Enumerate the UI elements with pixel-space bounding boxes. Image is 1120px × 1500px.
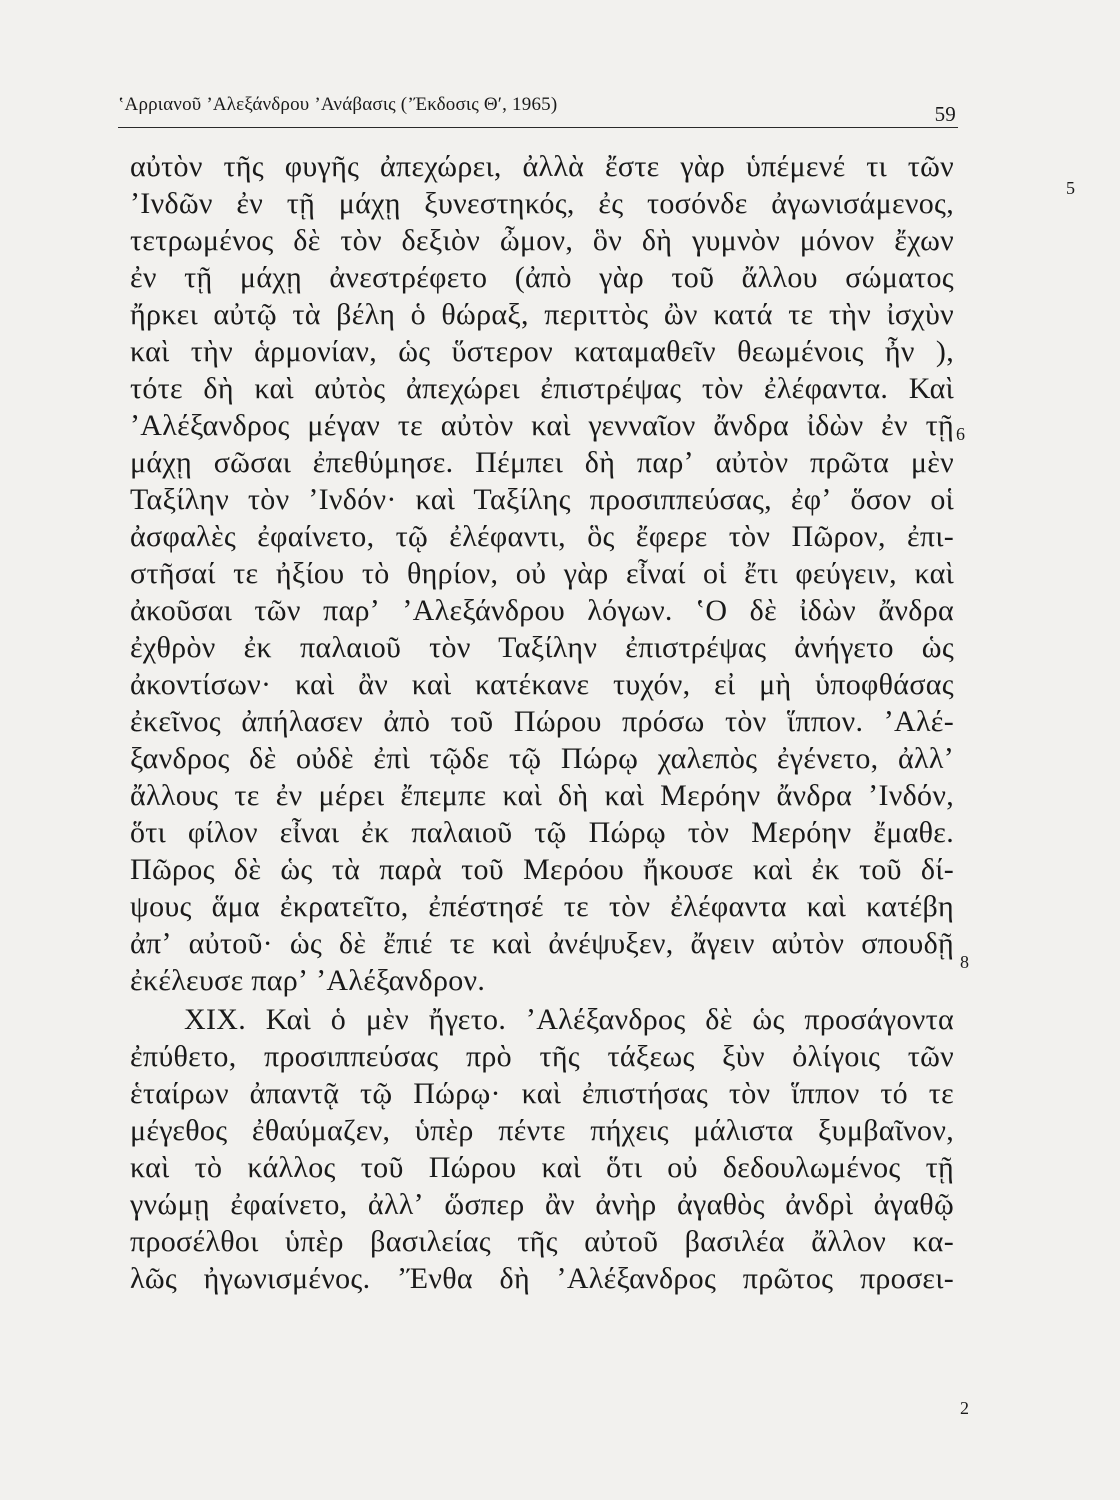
text-line: αὐτὸν τῆς φυγῆς ἀπεχώρει, ἀλλὰ ἔστε γὰρ ὑπέμενέ τι τῶν [130,150,954,183]
text-line: μέγεθος ἐθαύμαζεν, ὑπὲρ πέντε πήχεις μάλιστα ξυμβαῖνον, [130,1114,954,1147]
text-line: ἐχθρὸν ἐκ παλαιοῦ τὸν Ταξίλην ἐπιστρέψας ἀνήγετο ὡς [130,631,954,664]
margin-section-number: 8 [960,952,969,972]
text-line: ξανδρος δὲ οὐδὲ ἐπὶ τῷδε τῷ Πώρῳ χαλεπὸς ἐγένετο, ἀλλʼ [130,742,954,775]
margin-section-number: 6 [956,424,965,444]
text-line: καὶ τὴν ἁρμονίαν, ὡς ὕστερον καταμαθεῖν θεωμένοις ἦν ), [130,335,954,368]
running-title: ʽΑρριανοῦ ʼΑλεξάνδρου ʼΑνάβασις (ʼΈκδοσις Θʹ, 1965) [118,94,558,115]
text-line: ἑταίρων ἀπαντᾷ τῷ Πώρῳ· καὶ ἐπιστήσας τὸν ἵππον τό τε [130,1077,954,1110]
text-line: γνώμῃ ἐφαίνετο, ἀλλʼ ὥσπερ ἂν ἀνὴρ ἀγαθὸς ἀνδρὶ ἀγαθῷ [130,1188,954,1221]
text-line: ἐκεῖνος ἀπήλασεν ἀπὸ τοῦ Πώρου πρόσω τὸν ἵππον. ʼΑλέ- [130,705,954,738]
text-line: καὶ τὸ κάλλος τοῦ Πώρου καὶ ὅτι οὐ δεδουλωμένος τῇ [130,1151,954,1184]
text-line: ὅτι φίλον εἶναι ἐκ παλαιοῦ τῷ Πώρῳ τὸν Μερόην ἔμαθε. [130,816,954,849]
text-line: Ταξίλην τὸν ʼΙνδόν· καὶ Ταξίλης προσιππεύσας, ἐφʼ ὅσον οἱ [130,483,954,516]
margin-section-number: 2 [960,1398,969,1418]
text-line: ʼΙνδῶν ἐν τῇ μάχῃ ξυνεστηκός, ἐς τοσόνδε ἀγωνισάμενος, [130,187,954,220]
text-line: τότε δὴ καὶ αὐτὸς ἀπεχώρει ἐπιστρέψας τὸν ἐλέφαντα. Καὶ [130,372,954,405]
text-line: ἐν τῇ μάχῃ ἀνεστρέφετο (ἀπὸ γὰρ τοῦ ἄλλου σώματος [130,261,954,294]
text-line: στῆσαί τε ἠξίου τὸ θηρίον, οὐ γὰρ εἶναί οἱ ἔτι φεύγειν, καὶ [130,557,954,590]
text-line: ἄλλους τε ἐν μέρει ἔπεμπε καὶ δὴ καὶ Μερόην ἄνδρα ʼΙνδόν, [130,779,954,812]
text-line: ἀπʼ αὐτοῦ· ὡς δὲ ἔπιέ τε καὶ ἀνέψυξεν, ἄγειν αὐτὸν σπουδῇ [130,927,954,960]
text-line: ἀσφαλὲς ἐφαίνετο, τῷ ἐλέφαντι, ὃς ἔφερε τὸν Πῶρον, ἐπι- [130,520,954,553]
header-rule [118,127,958,128]
text-line: Πῶρος δὲ ὡς τὰ παρὰ τοῦ Μερόου ἤκουσε καὶ ἐκ τοῦ δί- [130,853,954,886]
text-line: λῶς ἠγωνισμένος. ʼΈνθα δὴ ʼΑλέξανδρος πρῶτος προσει- [130,1262,954,1295]
text-line: τετρωμένος δὲ τὸν δεξιὸν ὦμον, ὃν δὴ γυμνὸν μόνον ἔχων [130,224,954,257]
text-line: ἀκοῦσαι τῶν παρʼ ʼΑλεξάνδρου λόγων. ʽΟ δὲ ἰδὼν ἄνδρα [130,594,954,627]
text-line: προσέλθοι ὑπὲρ βασιλείας τῆς αὐτοῦ βασιλέα ἄλλον κα- [130,1225,954,1258]
text-line: μάχῃ σῶσαι ἐπεθύμησε. Πέμπει δὴ παρʼ αὐτὸν πρῶτα μὲν [130,446,954,479]
text-line: ʼΑλέξανδρος μέγαν τε αὐτὸν καὶ γενναῖον ἄνδρα ἰδὼν ἐν τῇ [130,409,954,442]
page-number: 59 [934,102,956,126]
text-line: ψους ἅμα ἐκρατεῖτο, ἐπέστησέ τε τὸν ἐλέφαντα καὶ κατέβη [130,890,954,923]
text-line: ἐκέλευσε παρʼ ʼΑλέξανδρον. [130,964,486,997]
text-line: ἤρκει αὐτῷ τὰ βέλη ὁ θώραξ, περιττὸς ὢν κατά τε τὴν ἰσχὺν [130,298,954,331]
text-line: ἀκοντίσων· καὶ ἂν καὶ κατέκανε τυχόν, εἰ μὴ ὑποφθάσας [130,668,954,701]
text-line: ἐπύθετο, προσιππεύσας πρὸ τῆς τάξεως ξὺν ὀλίγοις τῶν [130,1040,954,1073]
margin-section-number: 5 [1066,178,1075,198]
chapter-heading-line: XIX. Καὶ ὁ μὲν ἤγετο. ʼΑλέξανδρος δὲ ὡς προσάγοντα [184,1003,954,1036]
